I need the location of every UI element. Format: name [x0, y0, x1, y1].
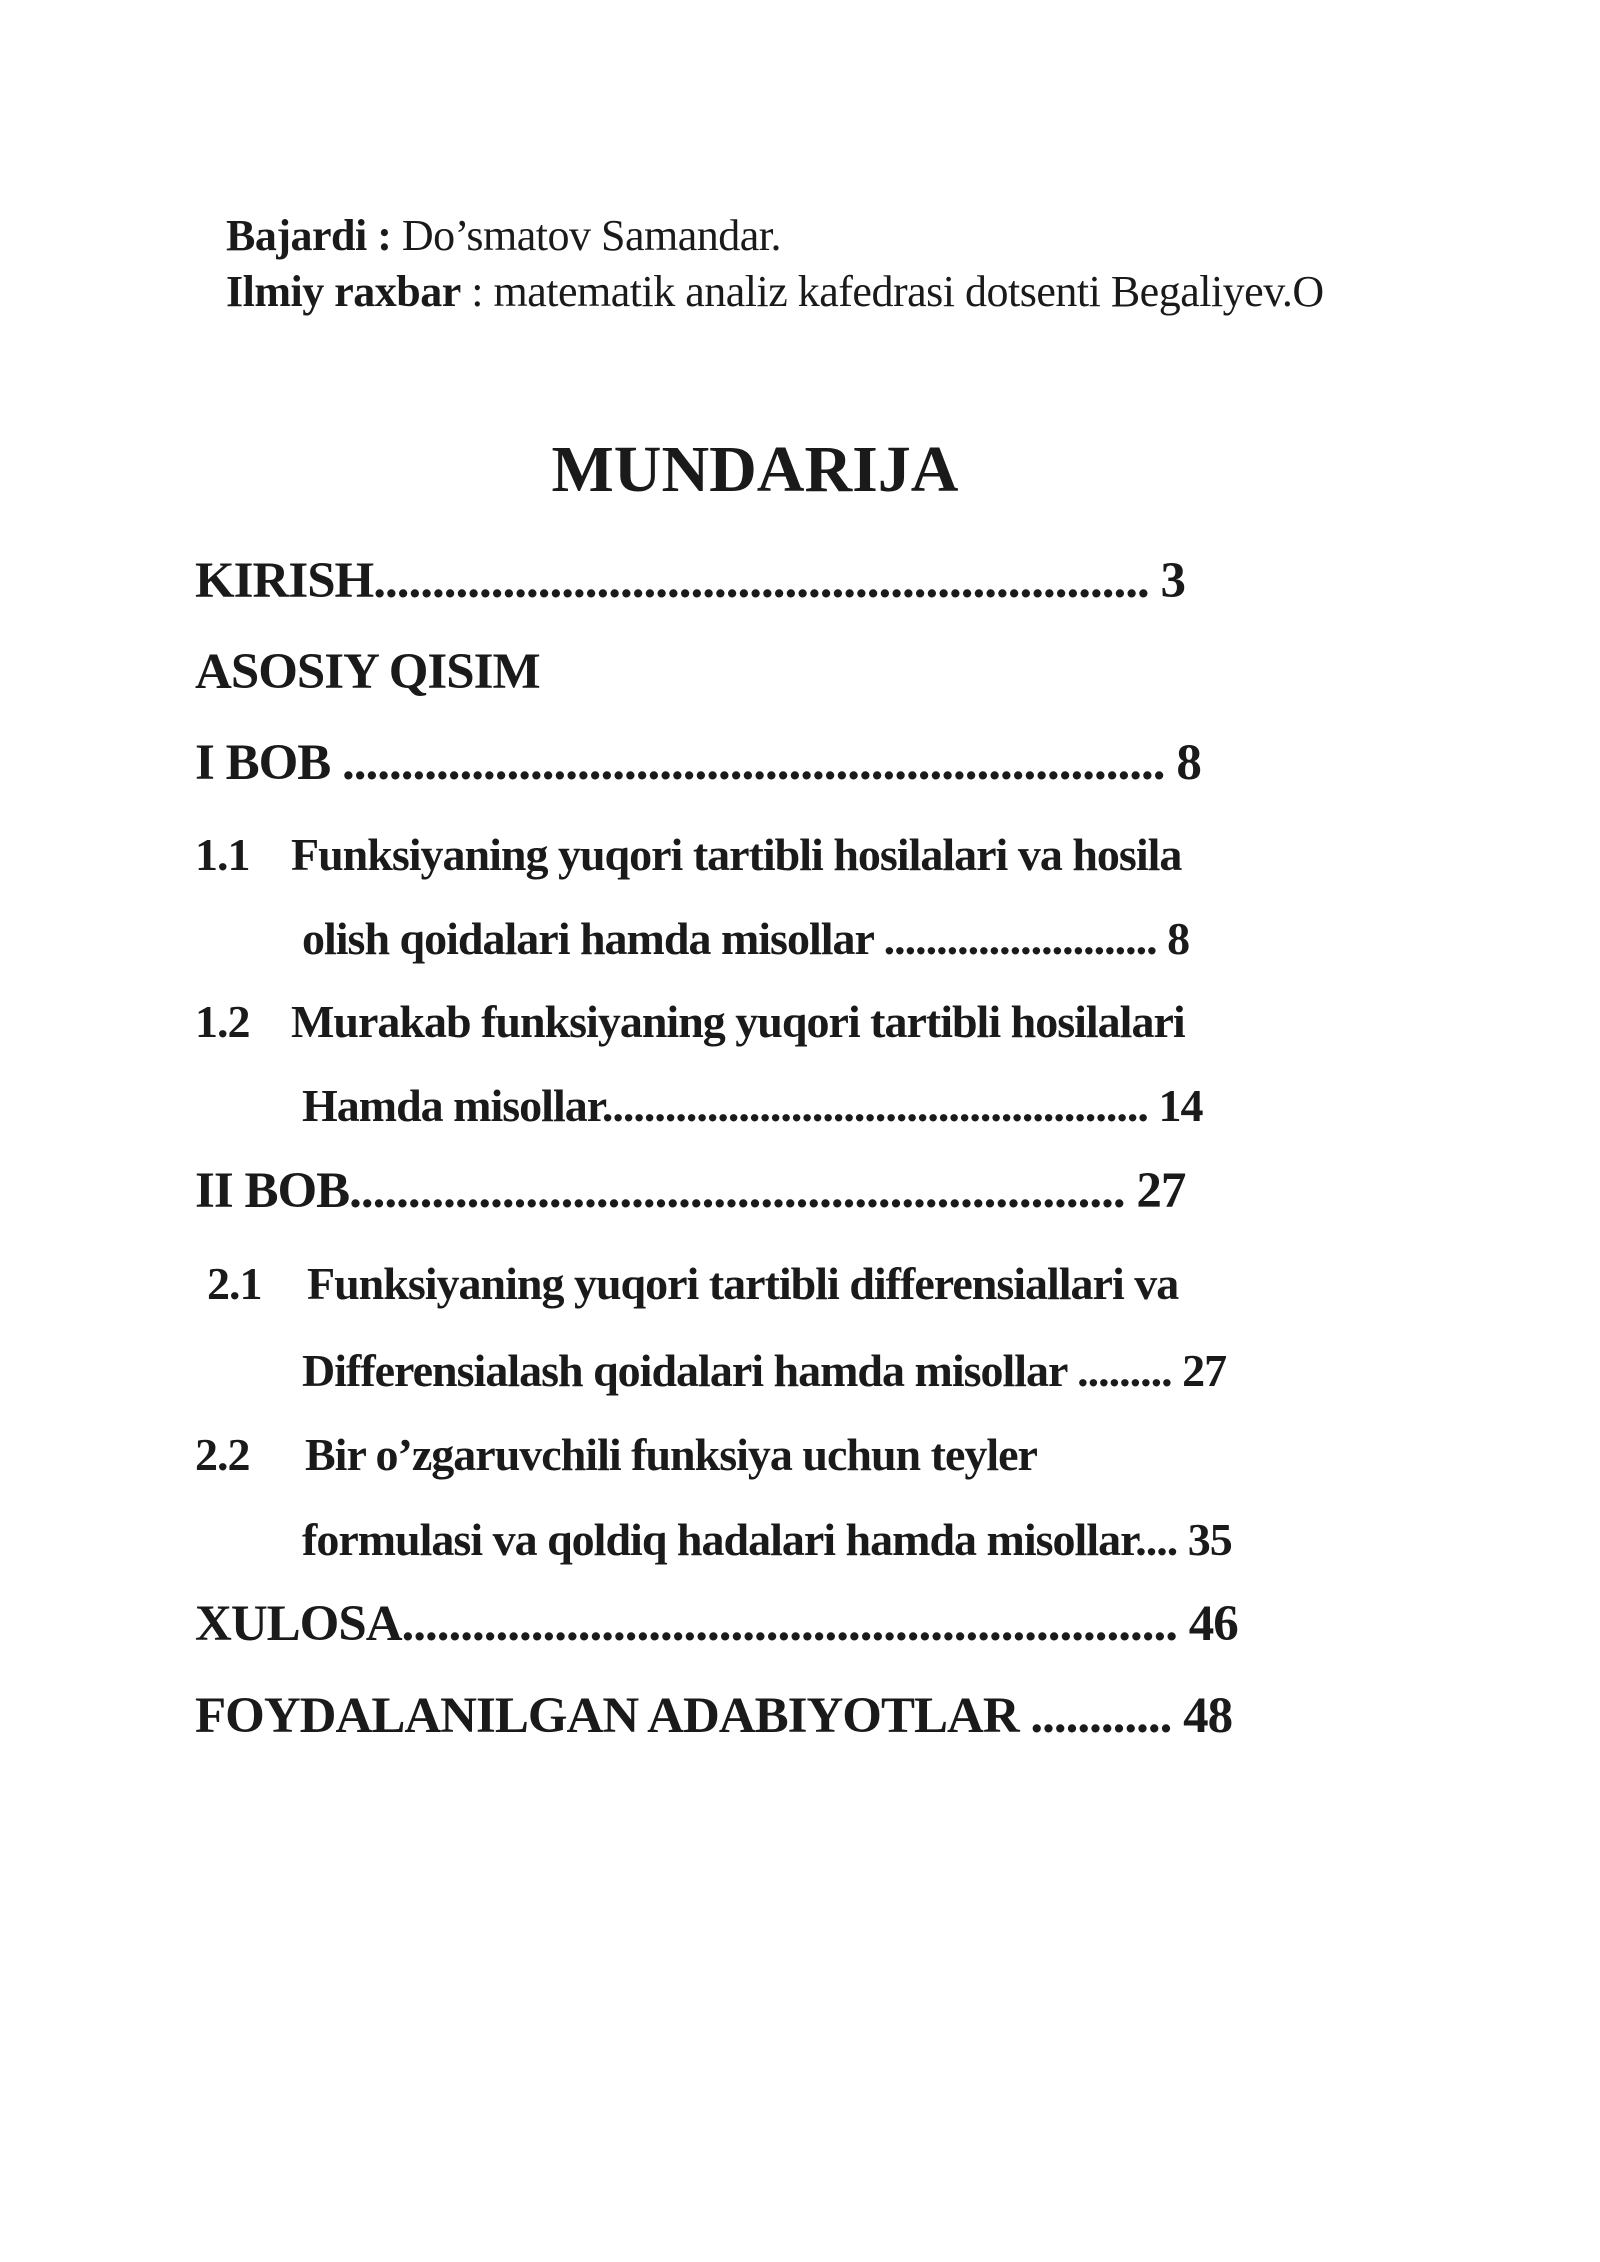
toc-entry-page: 8 — [1156, 913, 1190, 964]
toc-entry-text: ASOSIY QISIM — [195, 644, 540, 700]
toc-entry-1-1-cont — [302, 912, 1189, 965]
toc-entry-text: KIRISH.................................................................. — [195, 553, 1149, 609]
supervisor-separator: : — [460, 267, 494, 316]
toc-entry-asosiy-qisim — [195, 643, 540, 701]
toc-entry-text: I BOB ...................................................................... — [195, 735, 1165, 791]
toc-entry-text: Hamda misollar.................................................... — [302, 1080, 1148, 1131]
toc-entry-number: 2.1 — [207, 1258, 262, 1309]
toc-entry-page: 8 — [1164, 735, 1201, 791]
performer-label: Bajardi : — [226, 211, 392, 260]
toc-entry-text: Bir o’zgaruvchili funksiya uchun teyler — [305, 1429, 1037, 1480]
toc-entry-page: 27 — [1171, 1345, 1227, 1396]
toc-entry-number: 1.2 — [195, 996, 250, 1047]
toc-entry-number: 2.2 — [195, 1429, 250, 1480]
toc-title: MUNDARIJA — [551, 433, 959, 506]
toc-entry-text: Funksiyaning yuqori tartibli hosilalari va hosila — [291, 829, 1182, 880]
toc-entry-i-bob — [195, 734, 1201, 792]
supervisor-name: matematik analiz kafedrasi dotsenti Begaliyev.O — [493, 267, 1324, 316]
toc-entry-text: II BOB.................................................................. — [195, 1163, 1125, 1219]
supervisor-line — [226, 264, 1324, 320]
toc-entry-page: 35 — [1177, 1514, 1232, 1565]
toc-entry-adabiyotlar — [195, 1687, 1232, 1745]
toc-entry-text: XULOSA.................................................................. — [195, 1596, 1178, 1652]
toc-entry-text: Differensialash qoidalari hamda misollar ......... — [302, 1345, 1172, 1396]
toc-entry-2-2 — [195, 1428, 1037, 1481]
toc-entry-ii-bob — [195, 1162, 1185, 1220]
toc-entry-number: 1.1 — [195, 829, 250, 880]
toc-entry-text: Funksiyaning yuqori tartibli differensiallari va — [307, 1258, 1179, 1309]
toc-entry-2-2-cont — [302, 1513, 1232, 1566]
toc-entry-text: formulasi va qoldiq hadalari hamda misollar.... — [302, 1514, 1178, 1565]
toc-entry-page: 48 — [1171, 1688, 1233, 1744]
toc-entry-page: 3 — [1148, 553, 1185, 609]
toc-entry-1-2-cont — [302, 1079, 1202, 1132]
toc-entry-1-1 — [195, 828, 1181, 881]
performer-line — [226, 208, 1324, 264]
author-info — [226, 208, 1324, 320]
toc-entry-1-2 — [195, 995, 1185, 1048]
supervisor-label: Ilmiy raxbar — [226, 267, 461, 316]
toc-entry-text: FOYDALANILGAN ADABIYOTLAR ............ — [195, 1688, 1172, 1744]
toc-entry-kirish — [195, 552, 1185, 610]
toc-entry-text: olish qoidalari hamda misollar .......................... — [302, 913, 1157, 964]
toc-entry-xulosa — [195, 1595, 1238, 1653]
toc-entry-page: 14 — [1147, 1080, 1203, 1131]
toc-entry-2-1 — [207, 1257, 1178, 1310]
toc-entry-2-1-cont — [302, 1344, 1226, 1397]
toc-entry-page: 46 — [1177, 1596, 1238, 1652]
toc-entry-page: 27 — [1124, 1163, 1186, 1219]
toc-entry-text: Murakab funksiyaning yuqori tartibli hosilalari — [291, 996, 1185, 1047]
performer-name: Do’smatov Samandar. — [391, 211, 781, 260]
